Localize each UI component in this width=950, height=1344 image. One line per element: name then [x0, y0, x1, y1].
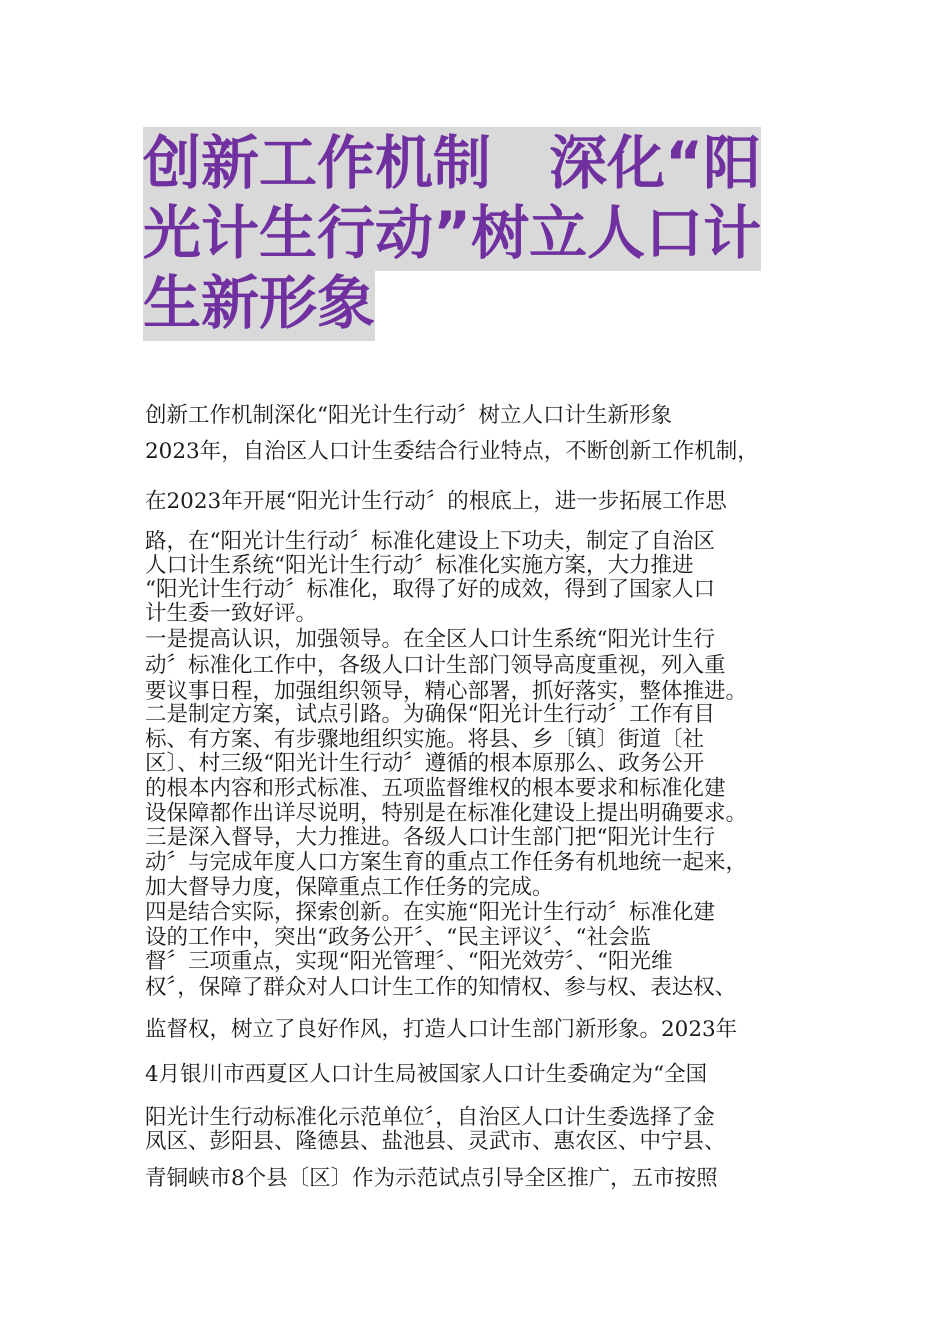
body-line: 创新工作机制深化“阳光计生行动〞树立人口计生新形象: [145, 403, 672, 428]
body-line: 计生委一致好评。: [145, 601, 318, 626]
body-line: 三是深入督导，大力推进。各级人口计生部门把“阳光计生行: [145, 825, 715, 850]
body-line: 人口计生系统“阳光计生行动〞标准化实施方案，大力推进: [145, 553, 694, 578]
body-line: 一是提高认识，加强领导。在全区人口计生系统“阳光计生行: [145, 627, 715, 652]
body-line: 监督权，树立了良好作风，打造人口计生部门新形象。2023年: [145, 1017, 738, 1042]
title-line: 创新工作机制 深化“阳: [143, 127, 761, 201]
body-line: 凤区、彭阳县、隆德县、盐池县、灵武市、惠农区、中宁县、: [145, 1129, 726, 1154]
title-line: 光计生行动”树立人口计: [143, 197, 761, 271]
body-line: 阳光计生行动标准化示范单位〞，自治区人口计生委选择了金: [145, 1105, 715, 1130]
body-line: 设保障都作出详尽说明，特别是在标准化建设上提出明确要求。: [145, 801, 748, 826]
body-line: 设的工作中，突出“政务公开〞、“民主评议〞、“社会监: [145, 925, 651, 950]
title-line: 生新形象: [143, 267, 375, 341]
body-line: 动〞与完成年度人口方案生育的重点工作任务有机地统一起来，: [145, 850, 748, 875]
body-line: 4月银川市西夏区人口计生局被国家人口计生委确定为“全国: [145, 1062, 708, 1087]
body-line: 路，在“阳光计生行动〞标准化建设上下功夫，制定了自治区: [145, 529, 715, 554]
body-line: 在2023年开展“阳光计生行动〞的根底上，进一步拓展工作思: [145, 489, 727, 514]
body-line: 区〕、村三级“阳光计生行动〞遵循的根本原那么、政务公开: [145, 751, 705, 776]
body-line: 加大督导力度，保障重点工作任务的完成。: [145, 875, 554, 900]
body-line: 权〞，保障了群众对人口计生工作的知情权、参与权、表达权、: [145, 975, 737, 1000]
document-title: [143, 128, 813, 338]
body-line: 四是结合实际，探索创新。在实施“阳光计生行动〞标准化建: [145, 900, 715, 925]
body-line: 督〞三项重点，实现“阳光管理〞、“阳光效劳〞、“阳光维: [145, 949, 673, 974]
body-line: 动〞标准化工作中，各级人口计生部门领导高度重视，列入重: [145, 653, 726, 678]
body-line: 标、有方案、有步骤地组织实施。将县、乡〔镇〕街道〔社: [145, 727, 705, 752]
body-line: 青铜峡市8个县〔区〕作为示范试点引导全区推广，五市按照: [145, 1166, 718, 1191]
body-line: 要议事日程，加强组织领导，精心部署，抓好落实，整体推进。: [145, 679, 748, 704]
body-line: 的根本内容和形式标准、五项监督维权的根本要求和标准化建: [145, 776, 726, 801]
body-line: 2023年，自治区人口计生委结合行业特点，不断创新工作机制，: [145, 439, 759, 464]
body-line: “阳光计生行动〞标准化，取得了好的成效，得到了国家人口: [145, 577, 715, 602]
body-line: 二是制定方案，试点引路。为确保“阳光计生行动〞工作有目: [145, 702, 715, 727]
